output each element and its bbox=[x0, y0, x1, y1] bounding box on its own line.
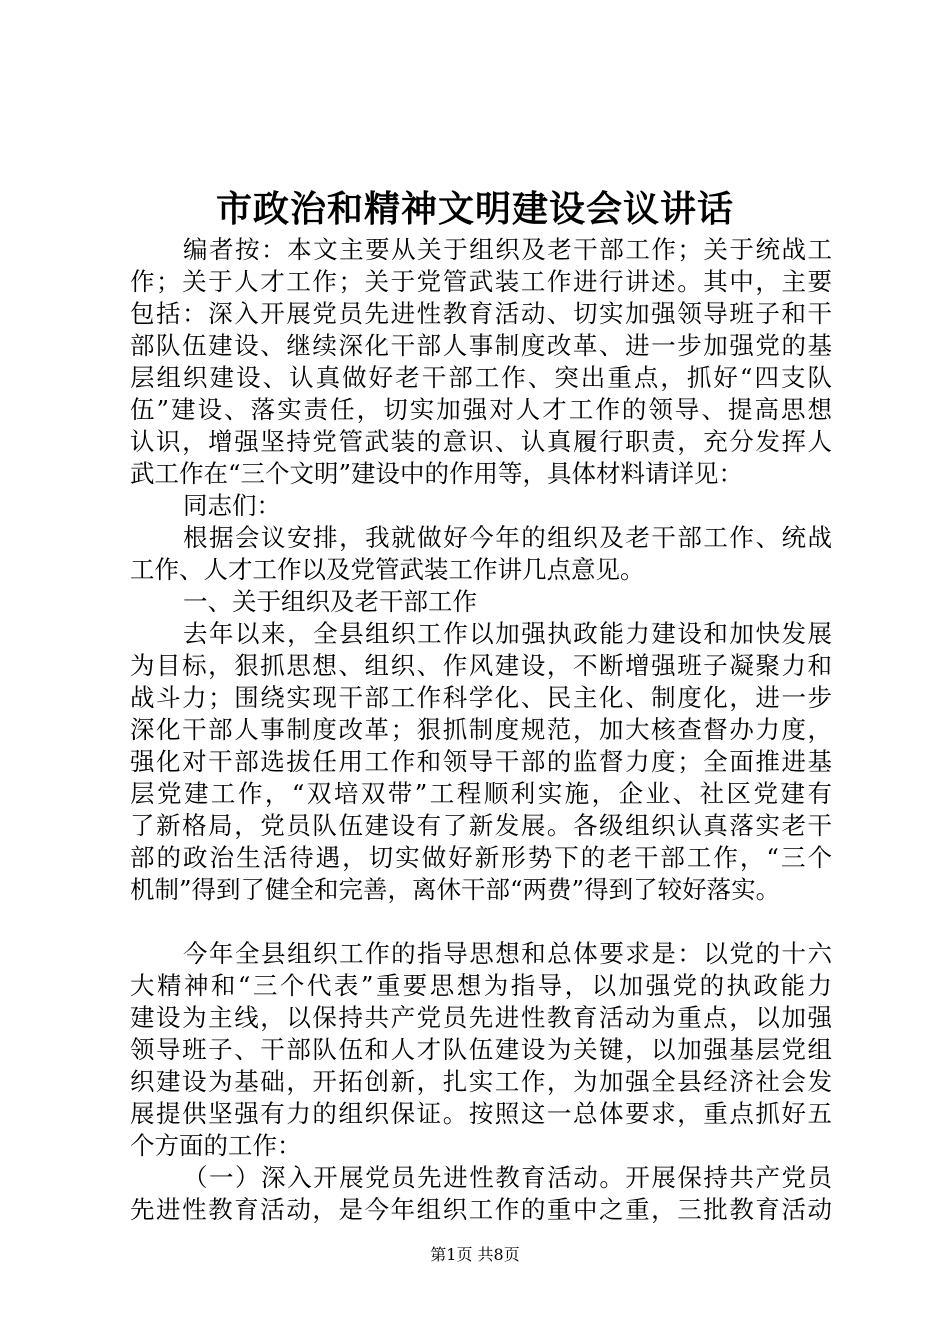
paragraph-line: 领导班子、干部队伍和人才队伍建设为关键，以加强基层党组 bbox=[130, 1035, 832, 1064]
editor-note-paragraph bbox=[130, 234, 832, 490]
paragraph-line: 包括：深入开展党员先进性教育活动、切实加强领导班子和干 bbox=[130, 299, 832, 328]
paragraph-line: 编者按：本文主要从关于组织及老干部工作；关于统战工 bbox=[183, 235, 832, 264]
paragraph-line: 建设为主线，以保持共产党员先进性教育活动为重点，以加强 bbox=[130, 1003, 832, 1032]
paragraph-line: 部队伍建设、继续深化干部人事制度改革、进一步加强党的基 bbox=[130, 331, 832, 360]
paragraph-line: 强化对干部选拔任用工作和领导干部的监督力度；全面推进基 bbox=[130, 747, 832, 776]
intro-paragraph bbox=[130, 522, 832, 586]
paragraph-line: 个方面的工作： bbox=[130, 1131, 302, 1160]
paragraph-line: 为目标，狠抓思想、组织、作风建设，不断增强班子凝聚力和 bbox=[130, 651, 832, 680]
page-number-footer: 第1页 共8页 bbox=[430, 1245, 520, 1264]
paragraph-line: 层组织建设、认真做好老干部工作、突出重点，抓好“四支队 bbox=[130, 363, 832, 392]
paragraph-line: 战斗力；围绕实现干部工作科学化、民主化、制度化，进一步 bbox=[130, 683, 832, 712]
section-heading-text: 一、关于组织及老干部工作 bbox=[183, 587, 477, 616]
paragraph-line: 先进性教育活动，是今年组织工作的重中之重，三批教育活动 bbox=[130, 1195, 832, 1224]
paragraph-line: 今年全县组织工作的指导思想和总体要求是：以党的十六 bbox=[183, 939, 832, 968]
paragraph-line: 层党建工作，“双培双带”工程顺利实施，企业、社区党建有 bbox=[130, 779, 832, 808]
paragraph-line: 作；关于人才工作；关于党管武装工作进行讲述。其中，主要 bbox=[130, 267, 832, 296]
paragraph-line: （一）深入开展党员先进性教育活动。开展保持共产党员 bbox=[183, 1163, 832, 1192]
review-paragraph bbox=[130, 618, 832, 906]
paragraph-line: 深化干部人事制度改革；狠抓制度规范，加大核查督办力度， bbox=[130, 715, 832, 744]
paragraph-line: 织建设为基础，开拓创新，扎实工作，为加强全县经济社会发 bbox=[130, 1067, 832, 1096]
salutation-paragraph bbox=[130, 490, 832, 522]
blank-line bbox=[130, 906, 832, 938]
paragraph-line: 去年以来，全县组织工作以加强执政能力建设和加快发展 bbox=[183, 619, 832, 648]
page-title: 市政治和精神文明建设会议讲话 bbox=[215, 188, 734, 230]
paragraph-line: 认识，增强坚持党管武装的意识、认真履行职责，充分发挥人 bbox=[130, 427, 832, 456]
paragraph-line: 武工作在“三个文明”建设中的作用等，具体材料请详见： bbox=[130, 459, 744, 488]
guideline-paragraph bbox=[130, 938, 832, 1162]
paragraph-line: 根据会议安排，我就做好今年的组织及老干部工作、统战 bbox=[183, 523, 832, 552]
paragraph-line: 机制”得到了健全和完善，离休干部“两费”得到了较好落实。 bbox=[130, 875, 781, 904]
paragraph-line: 大精神和“三个代表”重要思想为指导，以加强党的执政能力 bbox=[130, 971, 832, 1000]
paragraph-line: 伍”建设、落实责任，切实加强对人才工作的领导、提高思想 bbox=[130, 395, 832, 424]
task-1-paragraph bbox=[130, 1162, 832, 1226]
paragraph-line: 部的政治生活待遇，切实做好新形势下的老干部工作，“三个 bbox=[130, 843, 832, 872]
paragraph-line: 展提供坚强有力的组织保证。按照这一总体要求，重点抓好五 bbox=[130, 1099, 832, 1128]
paragraph-line: 同志们： bbox=[183, 491, 281, 520]
paragraph-line: 了新格局，党员队伍建设有了新发展。各级组织认真落实老干 bbox=[130, 811, 832, 840]
document-body bbox=[130, 234, 832, 1226]
paragraph-line: 工作、人才工作以及党管武装工作讲几点意见。 bbox=[130, 555, 645, 584]
section-heading bbox=[130, 586, 832, 618]
